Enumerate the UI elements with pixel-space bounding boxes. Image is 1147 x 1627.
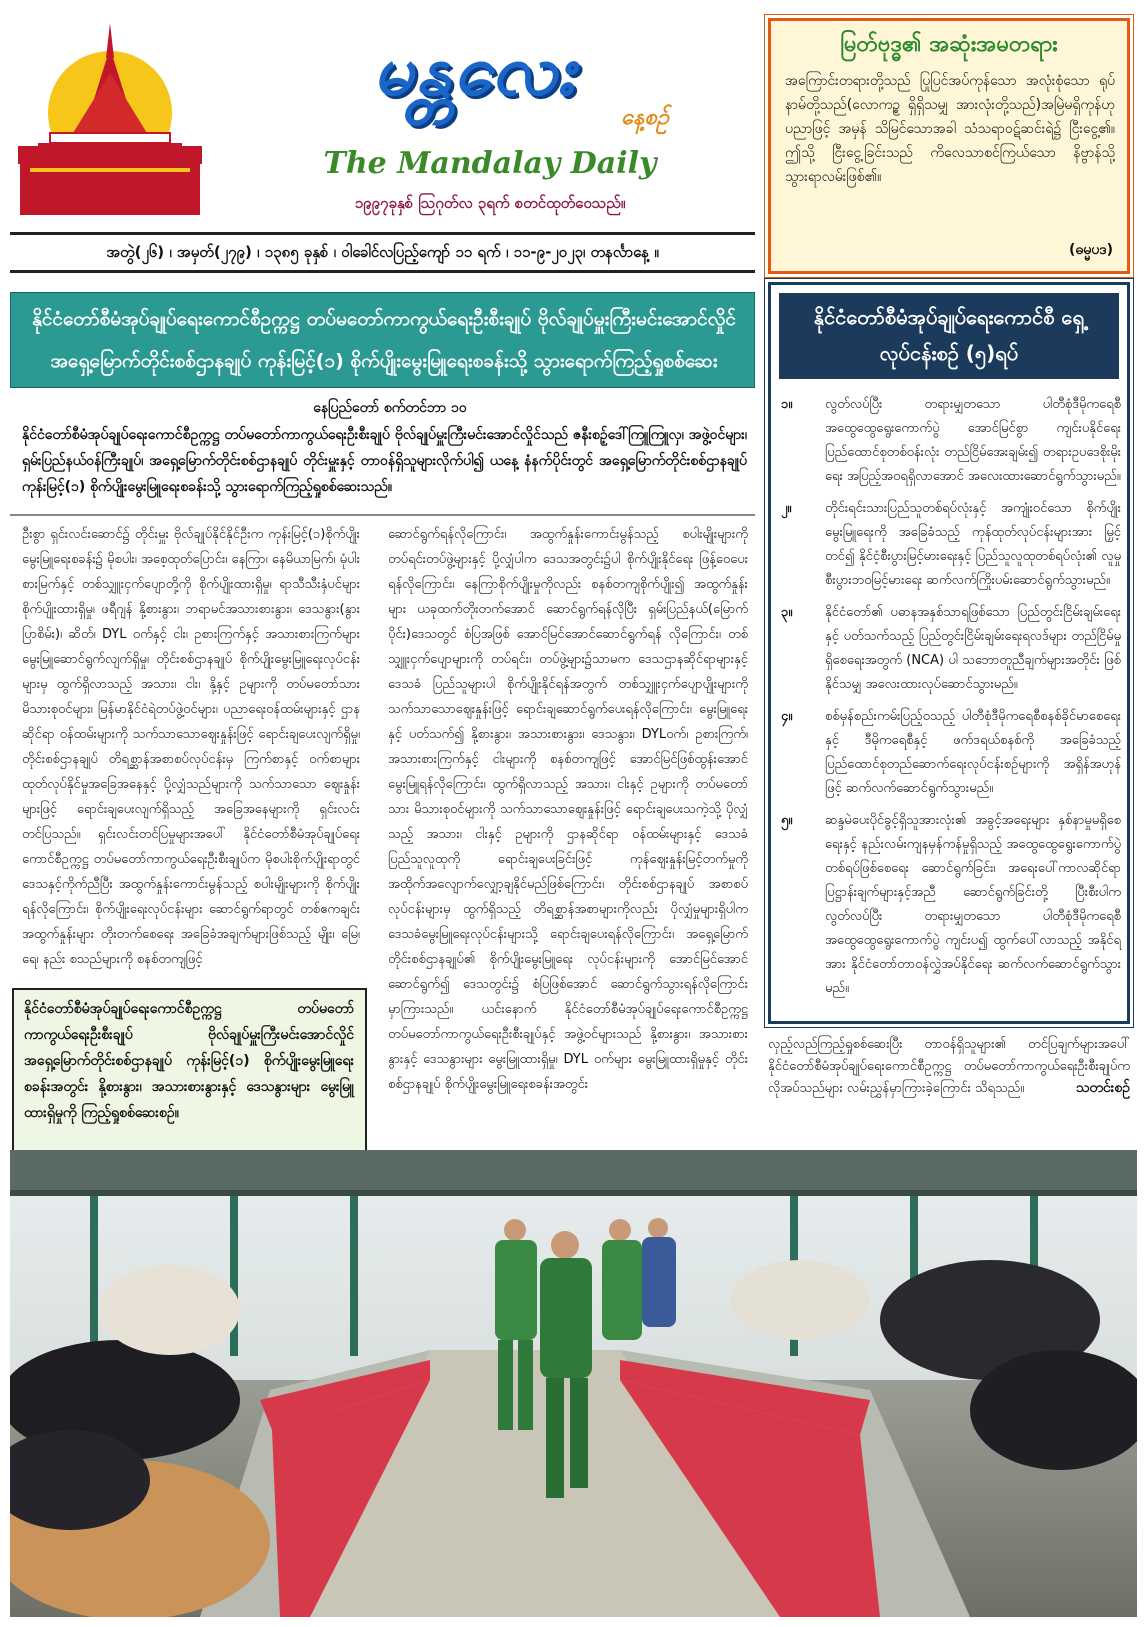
list-item-text: ဆန္ဒမဲပေးပိုင်ခွင့်ရှိသူအားလုံး၏ အခွင့်အရေးများ နှစ်နာမှုမရှိစေရေးနှင့် နည်းလမ်းကျနမှန်ကန်မှုရှိသည့် အထွေထွေရွေးကောက်ပွဲတစ်ရပ်ဖြစ်စေရေး ဆောင်ရွက်ခြင်း၊ အရေးပေါ်ကာလဆိုင်ရာ ပြဋ္ဌာန်းချက်များနှင့်အညီ ဆောင်ရွက်ခြင်းတို့ ပြီးစီးပါက လွတ်လပ်ပြီး တရားမျှတသော ပါတီစုံဒီမိုကရေစီအထွေထွေရွေးကောက်ပွဲ ကျင်းပ၍ ထွက်ပေါ်လာသည့် အနိုင်ရအား နိုင်ငံတော်တာဝန်လွှဲအပ်နိုင်ရေး ဆက်လက်ဆောင်ရွက်သွားမည်။ — [825, 813, 1121, 996]
buddha-teaching-box — [768, 18, 1130, 274]
byline: နေပြည်တော် စက်တင်ဘာ ၁၀ — [313, 400, 467, 416]
list-item — [781, 393, 1121, 489]
newspaper-title: မန္တလေး — [373, 29, 577, 111]
quote-source: (ဓမ္မပဒ) — [1069, 242, 1113, 258]
quote-text: အကြောင်းတရားတို့သည် ပြုပြင်အပ်ကုန်သော အလုံးစုံသော ရုပ်နာမ်တို့သည်(လောကဥ္စ ရှိရှိသမျှ အားလုံးတို့သည်)အမြဲမရှိကုန်ဟု ပညာဖြင့် အမှန် သိမြင်သောအခါ သံသရာဝဋ်ဆင်းရဲ၌ ငြီးငွေ့၏။ ဤသို့ ငြီးငွေ့ခြင်းသည် ကိလေသာစင်ကြယ်သော နိဗ္ဗာန်သို့ သွားရာလမ်းဖြစ်၏။ — [785, 73, 1115, 185]
newspaper-subtitle: နေ့စဉ် — [621, 105, 669, 130]
list-item-text: တိုင်းရင်းသားပြည်သူတစ်ရပ်လုံးနှင့် အကျုံးဝင်သော စိုက်ပျိုးမွေးမြူရေးကို အခြေခံသည့် ကုန်ထုတ်လုပ်ငန်းများအား မြှင့်တင်၍ နိုင်ငံ့စီးပွားမြင့်မားရေးနှင့် ပြည်သူလူထုတစ်ရပ်လုံး၏ လူမှုစီးပွားဘဝမြင့်မားရေး ဆက်လက်ကြိုးပမ်းဆောင်ရွက်သွားမည်။ — [825, 501, 1121, 588]
list-item — [781, 601, 1121, 697]
list-item — [781, 497, 1121, 593]
article-lead: နိုင်ငံတော်စီမံအုပ်ချုပ်ရေးကောင်စီဥက္ကဋ္ဌ တပ်မတော်ကာကွယ်ရေးဦးစီးချုပ် ဗိုလ်ချုပ်မှူးကြီးမင်းအောင်လှိုင်သည် ဇနီးစဉ့်ဒေါ်ကြူကြူလှ၊ အဖွဲ့ဝင်များ၊ ရှမ်းပြည်နယ်ဝန်ကြီးချုပ်၊ အရှေ့မြောက်တိုင်းစစ်ဌာနချုပ် တိုင်းမှူးနှင့် တာဝန်ရှိသူများလိုက်ပါ၍ ယနေ့ နံနက်ပိုင်းတွင် အရှေ့မြောက်တိုင်းစစ်ဌာနချုပ် ကုန်းမြင့်(၁) စိုက်ပျိုးမွေးမြူရေးစခန်းသို့ သွားရောက်ကြည့်ရှုစစ်ဆေးသည်။ — [22, 427, 747, 495]
news-photo — [10, 1150, 1137, 1617]
photo-caption-box — [12, 988, 367, 1158]
pagoda-sun-logo-icon — [10, 18, 210, 218]
main-headline — [10, 292, 755, 388]
list-item-text: နိုင်ငံတော်၏ ပဓာနအနှစ်သာရဖြစ်သော ပြည်တွင်းငြိမ်းချမ်းရေးနှင့် ပတ်သက်သည့် ပြည်တွင်းငြိမ်းချမ်းရေးရလဒ်များ တည်ငြိမ်မှုရှိစေရေးအတွက် (NCA) ပါ သဘောတူညီချက်များအတိုင်း ဖြစ်နိုင်သမျှ အလေးထားလုပ်ဆောင်သွားမည်။ — [825, 605, 1121, 692]
objectives-list — [781, 393, 1121, 1009]
objectives-title: နိုင်ငံတော်စီမံအုပ်ချုပ်ရေးကောင်စီ ရှေ့လုပ်ငန်းစဉ် (၅)ရပ် — [779, 293, 1119, 379]
newspaper-english-title: The Mandalay Daily — [323, 146, 657, 181]
masthead — [10, 10, 755, 230]
article-continuation: လှည့်လည်ကြည့်ရှုစစ်ဆေးပြီး တာဝန်ရှိသူများ၏ တင်ပြချက်များအပေါ် နိုင်ငံတော်စီမံအုပ်ချုပ်ရေးကောင်စီဥက္ကဋ္ဌ တပ်မတော်ကာကွယ်ရေးဦးစီးချုပ်က လိုအပ်သည်များ လမ်းညွှန်မှာကြားခဲ့ကြောင်း သိရသည်။ — [768, 1037, 1130, 1096]
objectives-box — [768, 282, 1130, 1024]
list-item-number: ၂။ — [781, 501, 792, 516]
founded-note: ၁၉၉၇ခုနှစ် ဩဂုတ်လ ၃ရက် စတင်ထုတ်ဝေသည်။ — [354, 194, 626, 212]
article-author: သတင်းစဉ် — [1075, 1080, 1130, 1096]
list-item-number: ၅။ — [781, 813, 793, 828]
headline-line-1: နိုင်ငံတော်စီမံအုပ်ချုပ်ရေးကောင်စီဥက္ကဋ္ဌ တပ်မတော်ကာကွယ်ရေးဦးစီးချုပ် ဗိုလ်ချုပ်မှူးကြီးမင်းအောင်လှိုင် — [32, 308, 736, 330]
article-column-1: ဦးစွာ ရှင်းလင်းဆောင်၌ တိုင်းမှူး ဗိုလ်ချုပ်နိုင်နိုင်ဦးက ကုန်းမြင့်(၁)စိုက်ပျိုးမွေးမြူရေးစခန်း၌ မိုစပါး၊ အစေ့ထုတ်ပြောင်း၊ နေကြာ၊ နေမိယာမြက်၊ မုံပါးစားမြက်နှင့် တစ်သျှူးငှက်ပျောတို့ကို စိုက်ပျိုးထားရှိမှု၊ ရာသီသီးနှံပင်များ စိုက်ပျိုးထားရှိမှု၊ ဖရီဂျန် နို့စားနွား၊ ဘရာမင်အသားစားနွား၊ ဒေသနွား(နွားပြာစိမ်း)၊ ဆိတ်၊ DYL ဝက်နှင့် ငါး၊ ဥစားကြက်နှင့် အသားစားကြက်များ မွေးမြူဆောင်ရွက်လျက်ရှိမှု၊ တိုင်းစစ်ဌာနချုပ် စိုက်ပျိုးမွေးမြူရေးလုပ်ငန်းများမှ ထွက်ရှိလာသည့် အသား၊ ငါး၊ နို့နှင့် ဥများကို တပ်မတော်သားမိသားစုဝင်များ၊ မြန်မာနိုင်ငံရဲတပ်ဖွဲ့ဝင်များ၊ ပညာရေးဝန်ထမ်းများနှင့် ဌာနဆိုင်ရာ ဝန်ထမ်းများကို သက်သာသောဈေးနှုန်းဖြင့် ရောင်းချပေးလျက်ရှိမှု၊ တိုင်းစစ်ဌာနချုပ် တိရစ္ဆာန်အစာစပ်လုပ်ငန်းမှ ကြက်စာနှင့် ဝက်စာများထုတ်လုပ်နိုင်မှုအခြေအနေနှင့် ပို့လျှံသည်များကို သက်သာသော ဈေးနှုန်းများဖြင့် ရောင်းချပေးလျက်ရှိသည့် အခြေအနေများကို ရှင်းလင်းတင်ပြသည်။ ရှင်းလင်းတင်ပြမှုများအပေါ် နိုင်ငံတော်စီမံအုပ်ချုပ်ရေးကောင်စီဥက္ကဋ္ဌ တပ်မတော်ကာကွယ်ရေးဦးစီးချုပ်က မိုစပါးစိုက်ပျိုးရာတွင် ဒေသနှင့်ကိုက်ညီပြီး အထွက်နှုန်းကောင်းမွန်သည့် စပါးမျိုးများကို စိုက်ပျိုးရန်လိုကြောင်း၊ စိုက်ပျိုးရေးလုပ်ငန်းများ ဆောင်ရွက်ရာတွင် တစ်ဧကချင်း အထွက်နှုန်းများ တိုးတက်စေရေး အခြေခံအချက်များဖြစ်သည့် မျိုး၊ မြေ၊ ရေ၊ နည်း စသည်များကို စနစ်တကျဖြင့် — [22, 527, 360, 967]
list-item-text: စစ်မှန်စည်းကမ်းပြည့်ဝသည့် ပါတီစုံဒီမိုကရေစီစနစ်ခိုင်မာစေရေးနှင့် ဒီမိုကရေစီနှင့် ဖက်ဒရယ်စနစ်ကို အခြေခံသည့် ပြည်ထောင်စုတည်ဆောက်ရေးလုပ်ငန်းစဉ်များကို အရှိန်အဟုန်ဖြင့် ဆက်လက်ဆောင်ရွက်သွားမည်။ — [825, 709, 1121, 796]
article-column-2: ဆောင်ရွက်ရန်လိုကြောင်း၊ အထွက်နှုန်းကောင်းမွန်သည့် စပါးမျိုးများကို တပ်ရင်းတပ်ဖွဲ့များနှင့် ပို့လျှံပါက ဒေသအတွင်း၌ပါ စိုက်ပျိုးနိုင်ရေး ဖြန့်ဝေပေးရန်လိုကြောင်း၊ နေကြာစိုက်ပျိုးမှုကိုလည်း စနစ်တကျစိုက်ပျိုး၍ အထွက်နှုန်းများ ယခုထက်တိုးတက်အောင် ဆောင်ရွက်ရန်လိုပြီး ရှမ်းပြည်နယ်(မြောက်ပိုင်း)ဒေသတွင် စံပြအဖြစ် အောင်မြင်အောင်ဆောင်ရွက်ရန် လိုကြောင်း၊ တစ်သျှူးငှက်ပျောများကို တပ်ရင်း၊ တပ်ဖွဲ့များ၌သာမက ဒေသဌာနဆိုင်ရာများနှင့် ဒေသခံ ပြည်သူများပါ စိုက်ပျိုးနိုင်ရန်အတွက် တစ်သျှူးငှက်ပျောပျိုးများကို သက်သာသောဈေးနှုန်းဖြင့် ရောင်းချဆောင်ရွက်ပေးရန်လိုကြောင်း၊ မွေးမြူရေးနှင့် ပတ်သက်၍ နို့စားနွား၊ အသားစားနွား၊ ဒေသနွား၊ DYLဝက်၊ ဥစားကြက်၊ အသားစားကြက်နှင့် ငါးများကို စနစ်တကျဖြင့် အောင်မြင်ဖြစ်ထွန်းအောင် မွေးမြူရန်လိုကြောင်း၊ ထွက်ရှိလာသည့် အသား၊ ငါးနှင့် ဥများကို တပ်မတော်သား မိသားစုဝင်များကို သက်သာသောဈေးနှုန်းဖြင့် ရောင်းချပေးသကဲ့သို့ ပိုလျှံသည့် အသား၊ ငါးနှင့် ဥများကို ဌာနဆိုင်ရာ ဝန်ထမ်းများနှင့် ဒေသခံပြည်သူလူထုကို ရောင်းချပေးခြင်းဖြင့် ကုန်ဈေးနှုန်းမြင့်တက်မှုကို အထိုက်အလျောက်လျှော့ချနိုင်မည်ဖြစ်ကြောင်း၊ တိုင်းစစ်ဌာနချုပ် အစာစပ်လုပ်ငန်းများမှ ထွက်ရှိသည့် တိရစ္ဆာန်အစာများကိုလည်း ပိုလျှံမှုများရှိပါက ဒေသခံမွေးမြူရေးလုပ်ငန်းများသို့ ရောင်းချပေးရန်လိုကြောင်း၊ အရှေ့မြောက်တိုင်းစစ်ဌာနချုပ်၏ စိုက်ပျိုးမွေးမြူရေး လုပ်ငန်းများကို အောင်မြင်အောင်ဆောင်ရွက်၍ ဒေသတွင်း၌ စံပြဖြစ်အောင် ဆောင်ရွက်သွားရန်လိုကြောင်း မှာကြားသည်။ ယင်းနောက် နိုင်ငံတော်စီမံအုပ်ချုပ်ရေးကောင်စီဥက္ကဋ္ဌ တပ်မတော်ကာကွယ်ရေးဦးစီးချုပ်နှင့် အဖွဲ့ဝင်များသည် နို့စားနွား၊ အသားစားနွားနှင့် ဒေသနွားများ မွေးမြူထားရှိမှု၊ DYL ဝက်များ မွေးမြူထားရှိမှုနှင့် တိုင်းစစ်ဌာနချုပ် စိုက်ပျိုးမွေးမြူရေးစခန်းအတွင်း — [388, 527, 748, 1092]
headline-line-2: အရှေ့မြောက်တိုင်းစစ်ဌာနချုပ် ကုန်းမြင့်(၁) စိုက်ပျိုးမွေးမြူရေးစခန်းသို့ သွားရောက်ကြည့်ရှုစစ်ဆေး — [50, 350, 718, 372]
dateline: အတွဲ(၂၆) ၊ အမှတ်(၂၇၉) ၊ ၁၃၈၅ ခုနှစ် ၊ ဝါခေါင်လပြည့်ကျော် ၁၁ ရက် ၊ ၁၁-၉-၂၀၂၃၊ တနင်္လာနေ့ ။ — [106, 243, 659, 261]
list-item-text: လွတ်လပ်ပြီး တရားမျှတသော ပါတီစုံဒီမိုကရေစီ အထွေထွေရွေးကောက်ပွဲ အောင်မြင်စွာ ကျင်းပနိုင်ရေး ပြည်ထောင်စုတစ်ဝန်းလုံး တည်ငြိမ်အေးချမ်း၍ တရားဥပဒေစိုးမိုးရေး အပြည့်အဝရရှိလာအောင် အလေးထားဆောင်ရွက်သွားမည်။ — [825, 397, 1121, 484]
divider — [10, 232, 755, 235]
divider — [10, 514, 755, 516]
list-item — [781, 705, 1121, 801]
list-item-number: ၄။ — [781, 709, 793, 724]
photo-caption: နိုင်ငံတော်စီမံအုပ်ချုပ်ရေးကောင်စီဥက္ကဋ္ဌ တပ်မတော်ကာကွယ်ရေးဦးစီးချုပ် ဗိုလ်ချုပ်မှူးကြီးမင်းအောင်လှိုင် အရှေ့မြောက်တိုင်းစစ်ဌာနချုပ် ကုန်းမြင့်(၁) စိုက်ပျိုးမွေးမြူရေးစခန်းအတွင်း နို့စားနွား၊ အသားစားနွားနှင့် ဒေသနွားများ မွေးမြူထားရှိမှုကို ကြည့်ရှုစစ်ဆေးစဉ်။ — [24, 1001, 354, 1121]
list-item — [781, 809, 1121, 1001]
quote-title: မြတ်ဗုဒ္ဓ၏ အဆုံးအမတရား — [840, 32, 1058, 57]
divider — [10, 270, 755, 273]
list-item-number: ၁။ — [781, 397, 793, 412]
list-item-number: ၃။ — [781, 605, 793, 620]
